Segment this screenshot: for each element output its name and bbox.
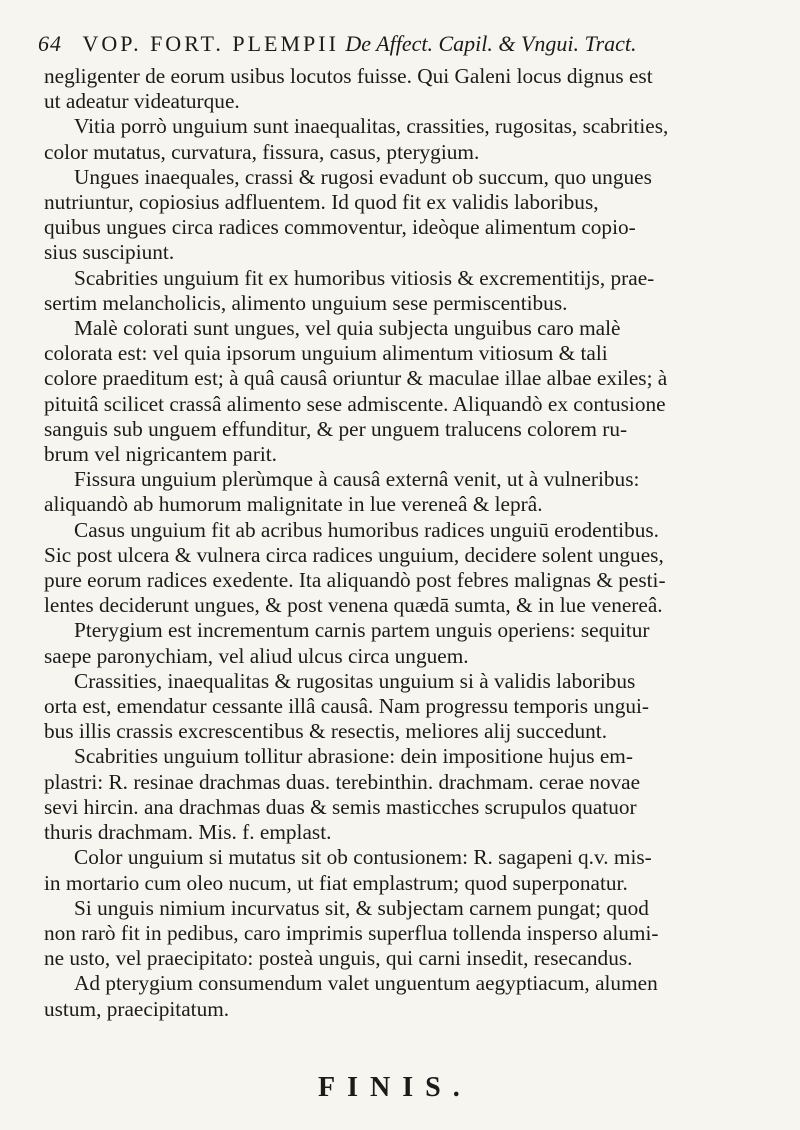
text-line: pure eorum radices exedente. Ita aliquandò post febres malignas & pesti- [44, 568, 666, 593]
text-line: Scabrities unguium fit ex humoribus vitiosis & excrementitijs, prae- [74, 265, 655, 290]
text-line: color mutatus, curvatura, fissura, casus, pterygium. [44, 139, 480, 164]
text-line: Ad pterygium consumendum valet unguentum aegyptiacum, alumen [74, 971, 658, 996]
text-line: sevi hircin. ana drachmas duas & semis masticches scrupulos quatuor [44, 794, 637, 819]
text-line: Color unguium si mutatus sit ob contusionem: R. sagapeni q.v. mis- [74, 845, 652, 870]
text-line: Vitia porrò unguium sunt inaequalitas, crassities, rugositas, scabrities, [74, 114, 669, 139]
text-line: bus illis crassis excrescentibus & resectis, meliores alij succedunt. [44, 719, 608, 744]
text-line: Scabrities unguium tollitur abrasione: dein impositione hujus em- [74, 744, 633, 769]
text-line: saepe paronychiam, vel aliud ulcus circa unguem. [44, 643, 469, 668]
text-line: Fissura unguium plerùmque à causâ externâ venit, ut à vulneribus: [74, 467, 640, 492]
text-line: Casus unguium fit ab acribus humoribus radices unguiū erodentibus. [74, 517, 659, 542]
text-line: nutriuntur, copiosius adfluentem. Id quod fit ex validis laboribus, [44, 190, 599, 215]
text-line: brum vel nigricantem parit. [44, 442, 278, 467]
text-line: colorata est: vel quia ipsorum unguium alimentum vitiosum & tali [44, 341, 608, 366]
text-line: ne usto, vel praecipitato: posteà unguis, qui carni insedit, resecandus. [44, 946, 633, 971]
text-line: sanguis sub unguem effunditur, & per unguem tralucens colorem ru- [44, 416, 628, 441]
body-text [44, 64, 764, 1022]
text-line: quibus ungues circa radices commoventur, ideòque alimentum copio- [44, 215, 636, 240]
running-title: VOP. FORT. PLEMPII [82, 31, 339, 56]
text-line: ut adeatur videaturque. [44, 89, 240, 114]
text-line: pituitâ scilicet crassâ alimento sese admiscente. Aliquandò ex contusione [44, 391, 666, 416]
text-line: ustum, praecipitatum. [44, 996, 230, 1021]
text-line: plastri: R. resinae drachmas duas. terebinthin. drachmam. cerae novae [44, 769, 641, 794]
text-line: thuris drachmam. Mis. f. emplast. [44, 820, 332, 845]
text-line: orta est, emendatur cessante illâ causâ. Nam progressu temporis ungui- [44, 694, 649, 719]
text-line: sius suscipiunt. [44, 240, 175, 265]
text-line: Crassities, inaequalitas & rugositas unguium si à validis laboribus [74, 668, 636, 693]
text-line: Sic post ulcera & vulnera circa radices unguium, decidere solent ungues, [44, 542, 664, 567]
running-subtitle: De Affect. Capil. & Vngui. Tract. [345, 31, 637, 56]
page-header [38, 30, 778, 58]
text-line: in mortario cum oleo nucum, ut fiat emplastrum; quod superponatur. [44, 870, 628, 895]
text-line: Malè colorati sunt ungues, vel quia subjecta unguibus caro malè [74, 316, 621, 341]
text-line: lentes deciderunt ungues, & post venena quædā sumta, & in lue venereâ. [44, 593, 663, 618]
text-line: aliquandò ab humorum malignitate in lue vereneâ & leprâ. [44, 492, 543, 517]
page-number: 64 [38, 31, 62, 56]
text-line: sertim melancholicis, alimento unguium sese permiscentibus. [44, 290, 568, 315]
text-line: Ungues inaequales, crassi & rugosi evadunt ob succum, quo ungues [74, 164, 652, 189]
text-line: Si unguis nimium incurvatus sit, & subjectam carnem pungat; quod [74, 895, 649, 920]
text-line: colore praeditum est; à quâ causâ oriuntur & maculae illae albae exiles; à [44, 366, 668, 391]
text-line: non rarò fit in pedibus, caro imprimis superflua tollenda insperso alumi- [44, 920, 659, 945]
text-line: negligenter de eorum usibus locutos fuisse. Qui Galeni locus dignus est [44, 64, 653, 88]
text-line: Pterygium est incrementum carnis partem unguis operiens: sequitur [74, 618, 650, 643]
finis-closing: FINIS. [318, 1072, 472, 1103]
